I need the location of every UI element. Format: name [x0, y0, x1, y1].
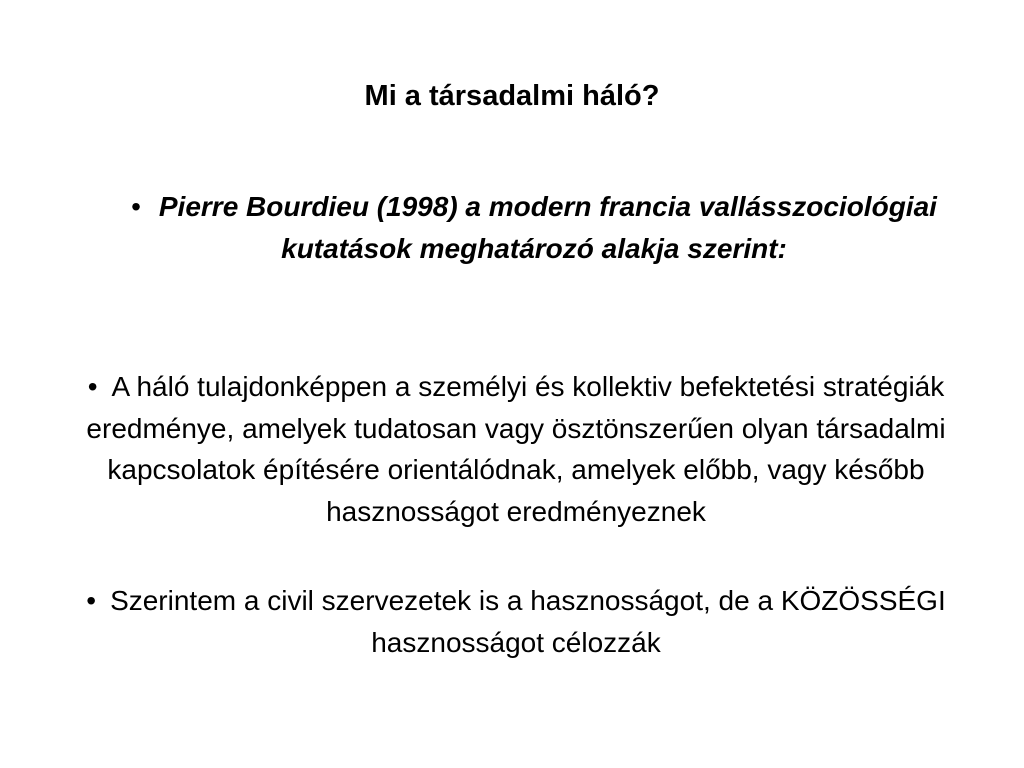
bullet-text: Szerintem a civil szervezetek is a hasznosságot, de a KÖZÖSSÉGI hasznosságot célozzák — [110, 585, 946, 658]
bullet-icon: • — [131, 191, 141, 222]
bullet-item-opinion — [60, 580, 972, 663]
bullet-text: Pierre Bourdieu (1998) a modern francia vallásszociológiai kutatások meghatározó alakja szerint: — [158, 191, 937, 264]
slide-title: Mi a társadalmi háló? — [364, 80, 660, 112]
bullet-item-definition — [60, 366, 972, 532]
bullet-icon: • — [87, 371, 98, 402]
bullet-icon: • — [86, 585, 97, 616]
bullet-item-intro — [130, 186, 938, 269]
bullet-text: A háló tulajdonképpen a személyi és kollektiv befektetési stratégiák eredménye, amelyek tudatosan vagy ösztönszerűen olyan társadalmi kapcsolatok építésére orientálódnak, amelyek előbb, vagy később hasznosságot eredményeznek — [86, 371, 946, 527]
